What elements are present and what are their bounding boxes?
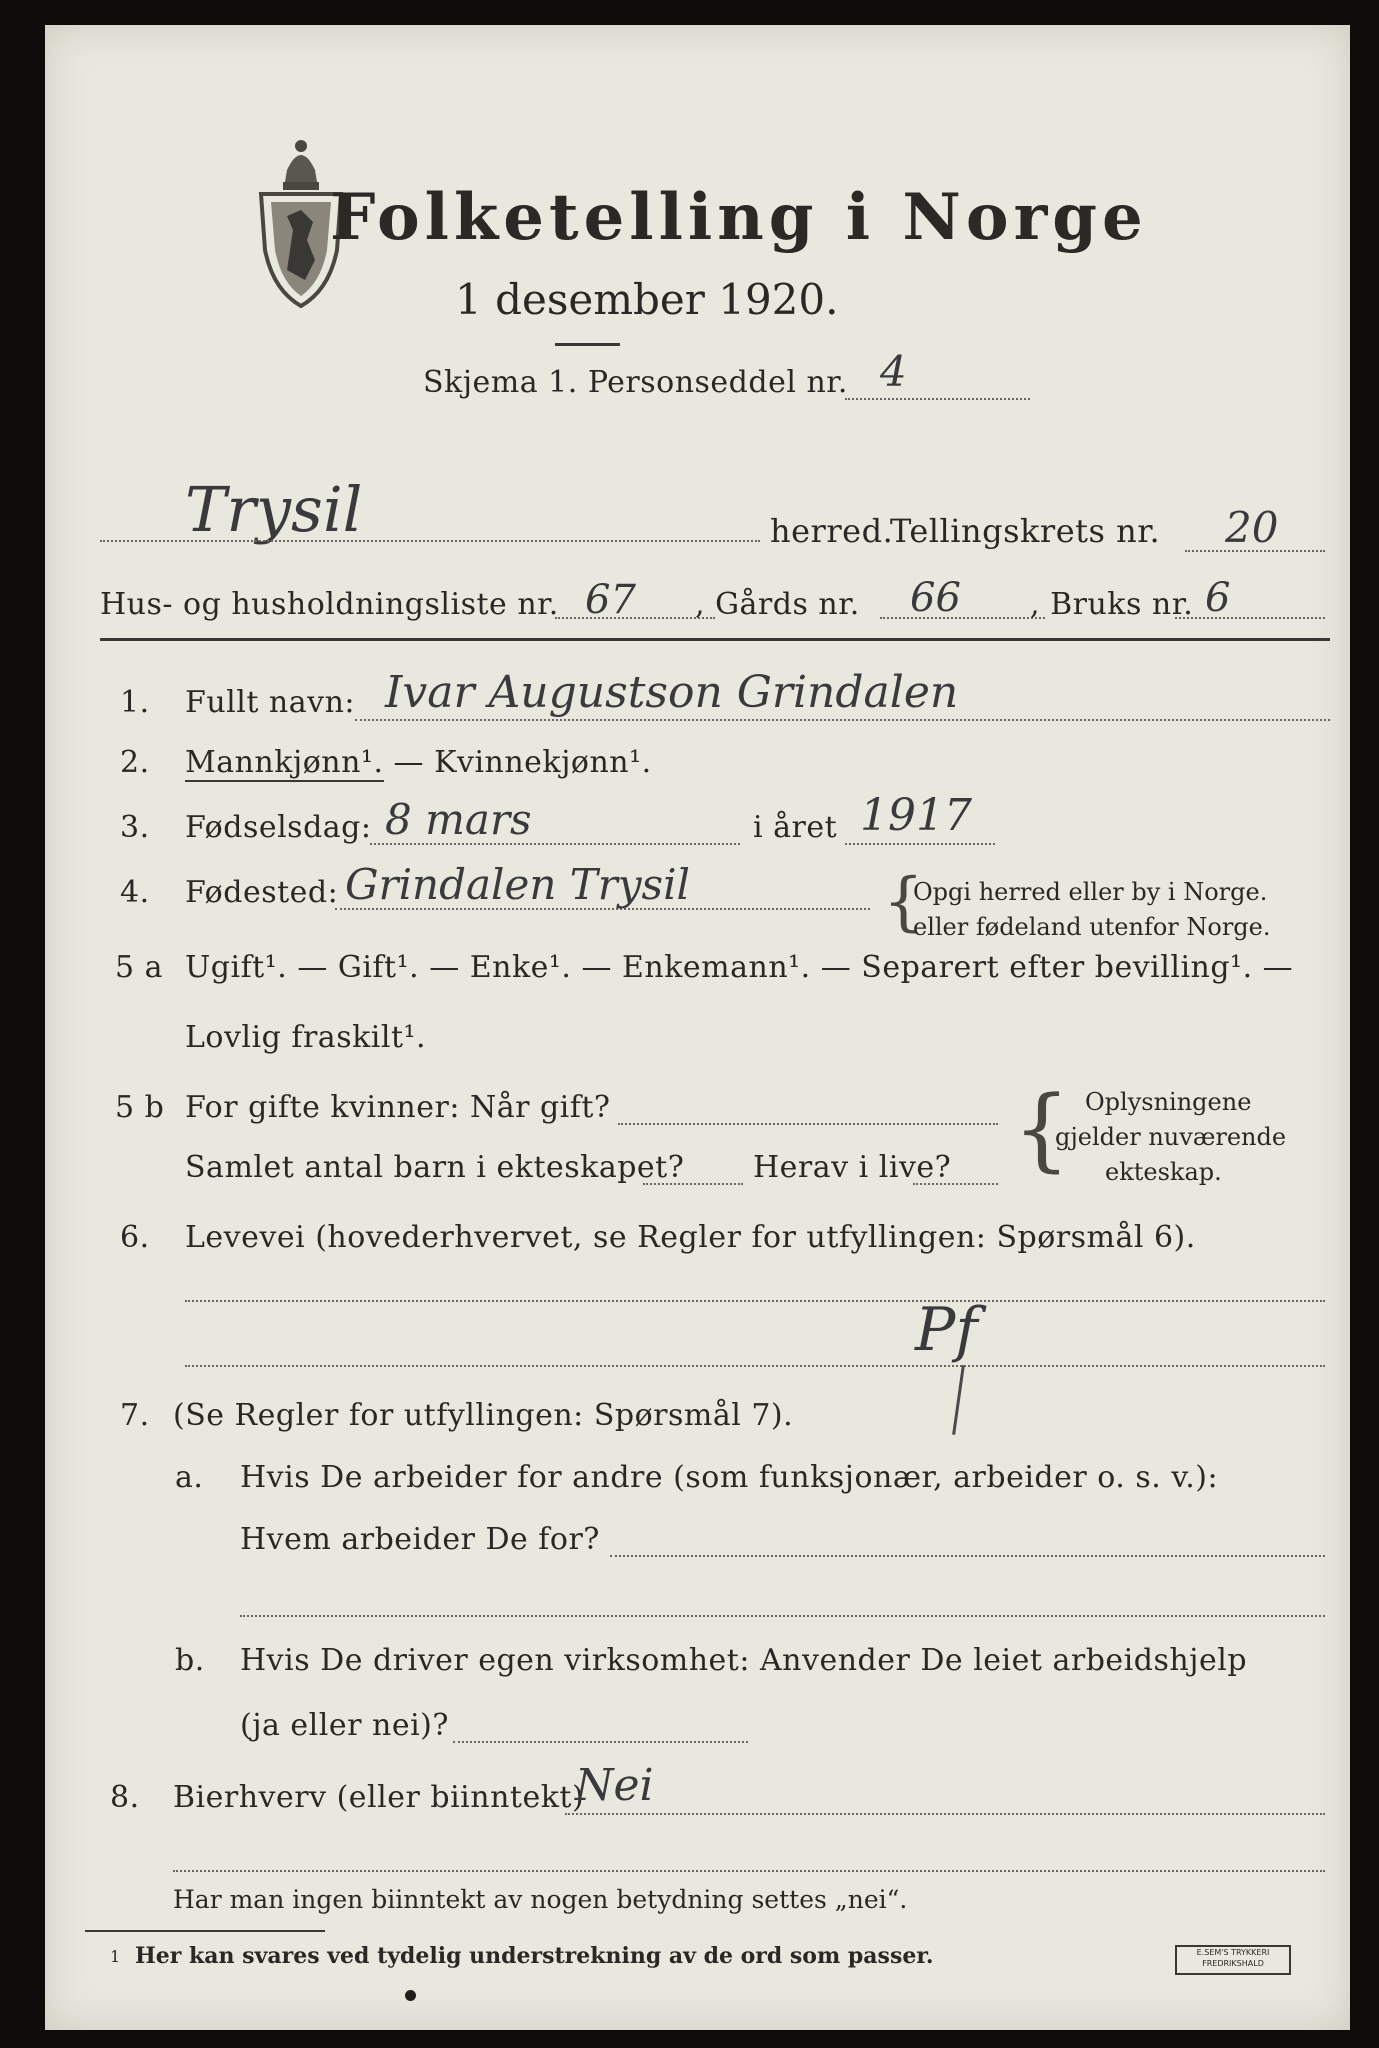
q7a-line2: Hvem arbeider De for? <box>240 1522 600 1557</box>
q6-line-1 <box>185 1300 1325 1302</box>
q5a-options-line2: Lovlig fraskilt¹. <box>185 1020 427 1055</box>
q7a-number: a. <box>175 1460 204 1495</box>
q7a-line1: Hvis De arbeider for andre (som funksjonær, arbeider o. s. v.): <box>240 1460 1219 1495</box>
q4-label: Fødested: <box>185 875 339 910</box>
q2-male-option <box>185 745 652 780</box>
q8-line <box>565 1813 1325 1815</box>
footnote-text: Her kan svares ved tydelig understrekning av de ord som passer. <box>135 1943 934 1969</box>
q5b-married-label: For gifte kvinner: Når gift? <box>185 1090 611 1125</box>
q8-number: 8. <box>110 1780 140 1815</box>
q8-value: Nei <box>575 1760 654 1811</box>
q5b-alive-label: Herav i live? <box>753 1150 952 1185</box>
herred-line <box>100 540 760 542</box>
q2-separator: — <box>383 745 435 780</box>
q4-number: 4. <box>120 875 150 910</box>
schema-number-line <box>845 398 1030 400</box>
footnote-separator <box>85 1930 325 1932</box>
q6-number: 6. <box>120 1220 150 1255</box>
q7b-number: b. <box>175 1643 205 1678</box>
biinntekt-note: Har man ingen biinntekt av nogen betydning settes „nei“. <box>173 1885 908 1914</box>
gards-value: 66 <box>910 575 961 621</box>
q4-value: Grindalen Trysil <box>345 860 690 909</box>
q1-line <box>355 719 1330 721</box>
household-value: 67 <box>585 577 636 623</box>
q1-value: Ivar Augustson Grindalen <box>385 667 959 718</box>
q7a-line-2 <box>240 1615 1325 1617</box>
q3-value: 8 mars <box>385 795 532 844</box>
q5b-married-line <box>618 1123 998 1125</box>
q8-line-2 <box>173 1870 1325 1872</box>
q7-label: (Se Regler for utfyllingen: Spørsmål 7). <box>173 1398 794 1433</box>
q3-year-value: 1917 <box>860 790 972 841</box>
q6-line-2 <box>185 1365 1325 1367</box>
form-date: 1 desember 1920. <box>455 275 839 324</box>
q2-female-label: Kvinnekjønn¹. <box>434 745 652 780</box>
q6-label: Levevei (hovederhvervet, se Regler for utfyllingen: Spørsmål 6). <box>185 1220 1196 1255</box>
q3-label: Fødselsdag: <box>185 810 372 845</box>
q5b-number: 5 b <box>115 1090 165 1125</box>
q5b-children-line <box>643 1183 743 1185</box>
q7b-line1: Hvis De driver egen virksomhet: Anvender De leiet arbeidshjelp <box>240 1643 1248 1678</box>
q3-year-label: i året <box>753 810 838 845</box>
q4-brace: { <box>883 865 924 939</box>
printer-stamp <box>1175 1945 1291 1975</box>
q8-label: Bierhverv (eller biinntekt) <box>173 1780 585 1815</box>
q3-year-line <box>845 843 995 845</box>
ink-dot <box>405 1990 416 2001</box>
q4-note-line1: Opgi herred eller by i Norge. <box>913 878 1268 906</box>
gards-line <box>880 617 1045 619</box>
q5a-options-line1: Ugift¹. — Gift¹. — Enke¹. — Enkemann¹. — Separert efter bevilling¹. — <box>185 950 1294 985</box>
tellingskrets-label: Tellingskrets nr. <box>890 512 1161 550</box>
q7b-line2: (ja eller nei)? <box>240 1708 449 1743</box>
q1-number: 1. <box>120 685 150 720</box>
q5b-children-label: Samlet antal barn i ekteskapet? <box>185 1150 685 1185</box>
title-divider <box>555 343 620 346</box>
footnote-mark: 1 <box>110 1947 121 1966</box>
printer-stamp-line2: FREDRIKSHALD <box>1202 1959 1264 1968</box>
q7-number: 7. <box>120 1398 150 1433</box>
herred-label: herred. <box>770 512 894 550</box>
q3-number: 3. <box>120 810 150 845</box>
q1-label: Fullt navn: <box>185 685 356 720</box>
q7a-line-1 <box>610 1555 1325 1557</box>
q2-number: 2. <box>120 745 150 780</box>
q5b-brace: { <box>1013 1077 1071 1182</box>
header-separator <box>100 638 1330 641</box>
tellingskrets-value: 20 <box>1225 503 1279 552</box>
q5b-alive-line <box>913 1183 998 1185</box>
q6-mark-stroke <box>952 1365 965 1435</box>
gards-label: , Gårds nr. <box>695 587 860 622</box>
q6-mark: Pf <box>915 1295 978 1365</box>
schema-number-value: 4 <box>880 347 907 396</box>
q5b-note-line3: ekteskap. <box>1105 1158 1222 1186</box>
q5b-note-line1: Oplysningene <box>1085 1088 1252 1116</box>
q5b-note-line2: gjelder nuværende <box>1055 1123 1287 1151</box>
printer-stamp-line1: E.SEM'S TRYKKERI <box>1196 1948 1270 1957</box>
household-label: Hus- og husholdningsliste nr. <box>100 587 559 622</box>
bruks-line <box>1175 617 1325 619</box>
bruks-value: 6 <box>1205 575 1231 621</box>
bruks-label: , Bruks nr. <box>1030 587 1194 622</box>
q7b-line <box>453 1741 748 1743</box>
census-form-page <box>45 25 1350 2030</box>
herred-value: Trysil <box>185 473 363 546</box>
q2-male-label: Mannkjønn¹. <box>185 745 384 780</box>
schema-label: Skjema 1. Personseddel nr. <box>423 365 848 400</box>
q4-note-line2: eller fødeland utenfor Norge. <box>913 913 1271 941</box>
form-title: Folketelling i Norge <box>330 180 1148 255</box>
q5a-number: 5 a <box>115 950 164 985</box>
